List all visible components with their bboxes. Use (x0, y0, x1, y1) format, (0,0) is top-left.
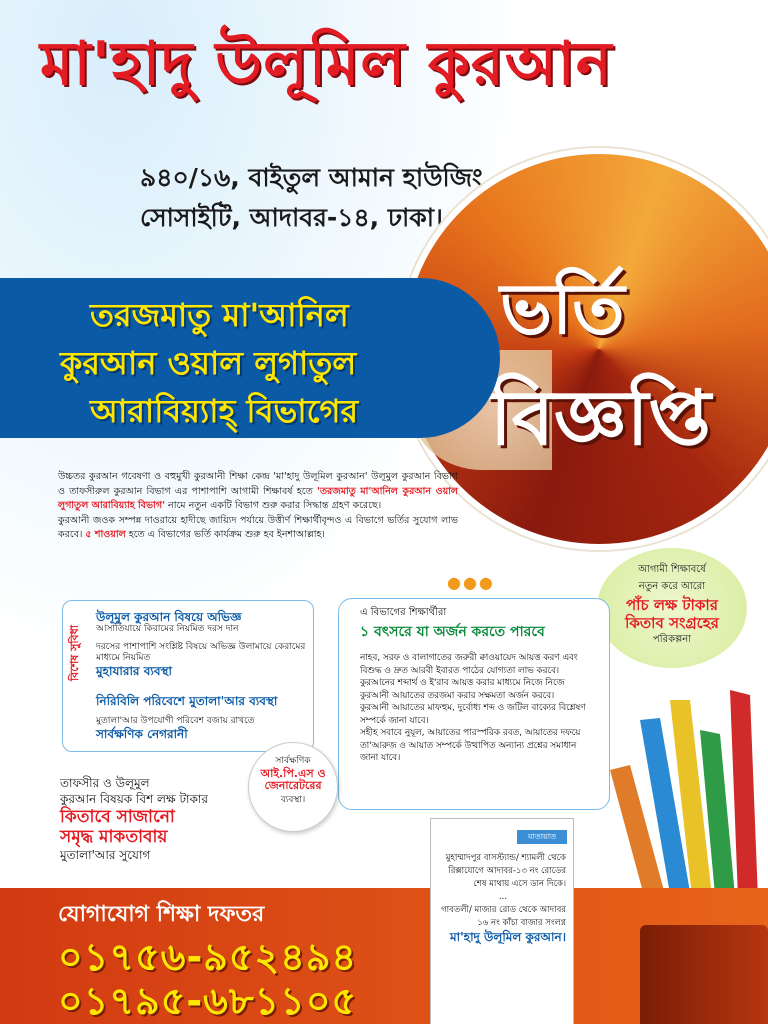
route-1: মুহাম্মাদপুর বাসস্ট্যান্ড/ শ্যামলী থেকে রিক্সাযোগে আদাবর-১৩ নং রোডের শেষ মাথায় এসে ডান দিকে। (445, 853, 566, 889)
badge-line-2: নতুন করে আরো (638, 581, 706, 592)
feature-sub: মুতালা'আর উপযোগী পরিবেশ বজায় রাখতে (96, 716, 255, 726)
feature-item (96, 716, 316, 741)
feature-sub: দরসের পাশাপাশি সংশ্লিষ্ট বিষয়ে অভিজ্ঞ উলামায়ে কেরামের মাধ্যমে নিয়মিত (96, 642, 306, 663)
feature-head: সার্বক্ষণিক নেগরানী (96, 727, 188, 741)
library-info (60, 775, 280, 863)
library-highlight-1: কিতাবে সাজানো (60, 807, 175, 827)
intro-text-2: নামে নতুন একটি বিভাগ শুরু করার সিদ্ধান্ত গ্রহণ করেছে। (165, 500, 382, 511)
feature-item (96, 610, 316, 635)
directions-tag: যাতায়াত (517, 830, 567, 844)
outcomes-heading: ১ বৎসরে যা অর্জন করতে পারবে (360, 624, 545, 640)
badge-line-1: আগামী শিক্ষাবর্ষে (638, 564, 706, 575)
features-vertical-label: বিশেষ সুবিধা (68, 625, 81, 681)
feature-head: উলূমুল কুরআন বিষয়ে অভিজ্ঞ (96, 610, 242, 624)
library-line-2: কুরআন বিষয়ক বিশ লক্ষ টাকার (60, 792, 208, 806)
decorative-dots: ●●● (447, 573, 495, 592)
department-line-3: আরাবিয়্যাহ্ বিভাগের (90, 392, 359, 430)
library-highlight-2: সমৃদ্ধ মাকতাবায় (60, 827, 168, 847)
contact-label: যোগাযোগ শিক্ষা দফতর (58, 902, 265, 927)
outcome-item: সহীহ সবাবে নুযূল, আয়াতের পারস্পরিক রবত, আয়াতের দফয়ে তা'আরুজ ও আয়াত সম্পর্কে উত্থাপিত অন্যান্য প্রশ্নের সমাধান জানা যাবে। (360, 728, 581, 763)
admission-word-1: ভর্তি (500, 268, 625, 350)
library-line-3: মুতালা'আর সুযোগ (60, 848, 151, 862)
department-line-2: কুরআন ওয়াল লুগাতুল (60, 344, 357, 382)
library-line-1: তাফসীর ও উলূমুল (60, 776, 150, 790)
feature-item (96, 694, 316, 708)
phone-number-1[interactable]: ০১৭৫৬-৯৫২৪৯৪ (58, 935, 358, 979)
intro-text-3: কুরআনী জওক সম্পন্ন দাওরায়ে হাদীছে জায়্যিদ পর্যায়ে উত্তীর্ণ শিক্ষার্থীবৃন্দও এ বিভাগে ভর্তির সুযোগ লাভ করবে। (58, 514, 458, 540)
ips-line-2: আই.পি.এস ও (260, 767, 326, 780)
badge-line-3: পরিকল্পনা (652, 634, 692, 645)
intro-highlight-2: ৫ শাওয়াল (85, 529, 126, 540)
ips-line-4: ব্যবস্থা। (280, 795, 306, 805)
admission-word-2: বিজ্ঞপ্তি (490, 373, 711, 462)
outcomes-body (360, 652, 595, 765)
institute-title: মা'হাদু উলূমিল কুরআন (40, 29, 613, 99)
phone-number-2[interactable]: ০১৭৯৫-৬৮১১০৫ (58, 979, 358, 1023)
route-separator: ... (498, 892, 508, 902)
outcomes-intro: এ বিভাগের শিক্ষার্থীরা (360, 607, 447, 618)
feature-item (96, 642, 316, 678)
pencil-cup (640, 925, 768, 1024)
outcome-item: কুরআনের শব্দার্থ ও ই'রাব আয়ত্ত করার মাধ্যমে নিজে নিজে কুরআনী আয়াতের তরজমা করার সক্ষমতা অর্জন করবে। (360, 678, 565, 701)
department-line-1: তরজমাতু মা'আনিল (90, 296, 349, 334)
intro-text-4: হতে এ বিভাগের ভর্তি কার্যক্রম শুরু হব ইনশাআল্লাহ। (125, 529, 325, 540)
feature-sub: আসাতিযায়ে কিরামের নিয়মিত দরস দান (96, 624, 239, 634)
ips-line-1: সার্বক্ষণিক (275, 756, 311, 766)
feature-head: নিরিবিলি পরিবেশে মুতালা'আর ব্যবস্থা (96, 694, 278, 708)
directions-brand: মা'হাদু উলূমিল কুরআন। (449, 930, 566, 944)
outcome-item: নাহব, সরফ ও বালাগাতের জরুরী ক্বাওয়ায়েদ আয়ত্ত করণ এবং বিশুদ্ধ ও দ্রুত আরবী ইবারত পাঠের যোগ্যতা লাভ করবে। (360, 653, 578, 676)
intro-text-1: উচ্চতর কুরআন গবেষণা ও বহুমুখী কুরআনী শিক্ষা কেন্দ্র 'মা'হাদু উলূমিল কুরআন' উলূমুল কুরআন বিভাগ ও তাফসীরুল কুরআন বিভাগ এর পাশাপাশি আগামী শিক্ষাবর্ষ হতে (58, 471, 458, 497)
intro-paragraph (58, 470, 458, 543)
outcome-item: কুরআনী আয়াতের মাফহুম, দুর্বোধ্য শব্দ ও জটিল বাক্যের বিশ্লেষণ সম্পর্কে জানা যাবে। (360, 703, 586, 726)
directions-text (440, 852, 566, 944)
ips-line-3: জেনারেটরের (264, 779, 322, 792)
intro-highlight-1: 'তরজমাতু মা'আনিল কুরআন ওয়াল লুগাতুল আরাবিয়্যাহ বিভাগ' (58, 485, 458, 511)
feature-head: মুহাযারার ব্যবস্থা (96, 664, 172, 678)
address-line-1: ৯৪০/১৬, বাইতুল আমান হাউজিং (140, 163, 483, 192)
route-2: গাবতলী/ মাজার রোড থেকে আদাবর ১৬ নং কাঁচা বাজার সংলগ্ন (441, 905, 566, 928)
badge-big-2: কিতাব সংগ্রহের (625, 614, 719, 632)
address-line-2: সোসাইটি, আদাবর-১৪, ঢাকা। (140, 203, 443, 232)
badge-big-1: পাঁচ লক্ষ টাকার (625, 596, 719, 614)
